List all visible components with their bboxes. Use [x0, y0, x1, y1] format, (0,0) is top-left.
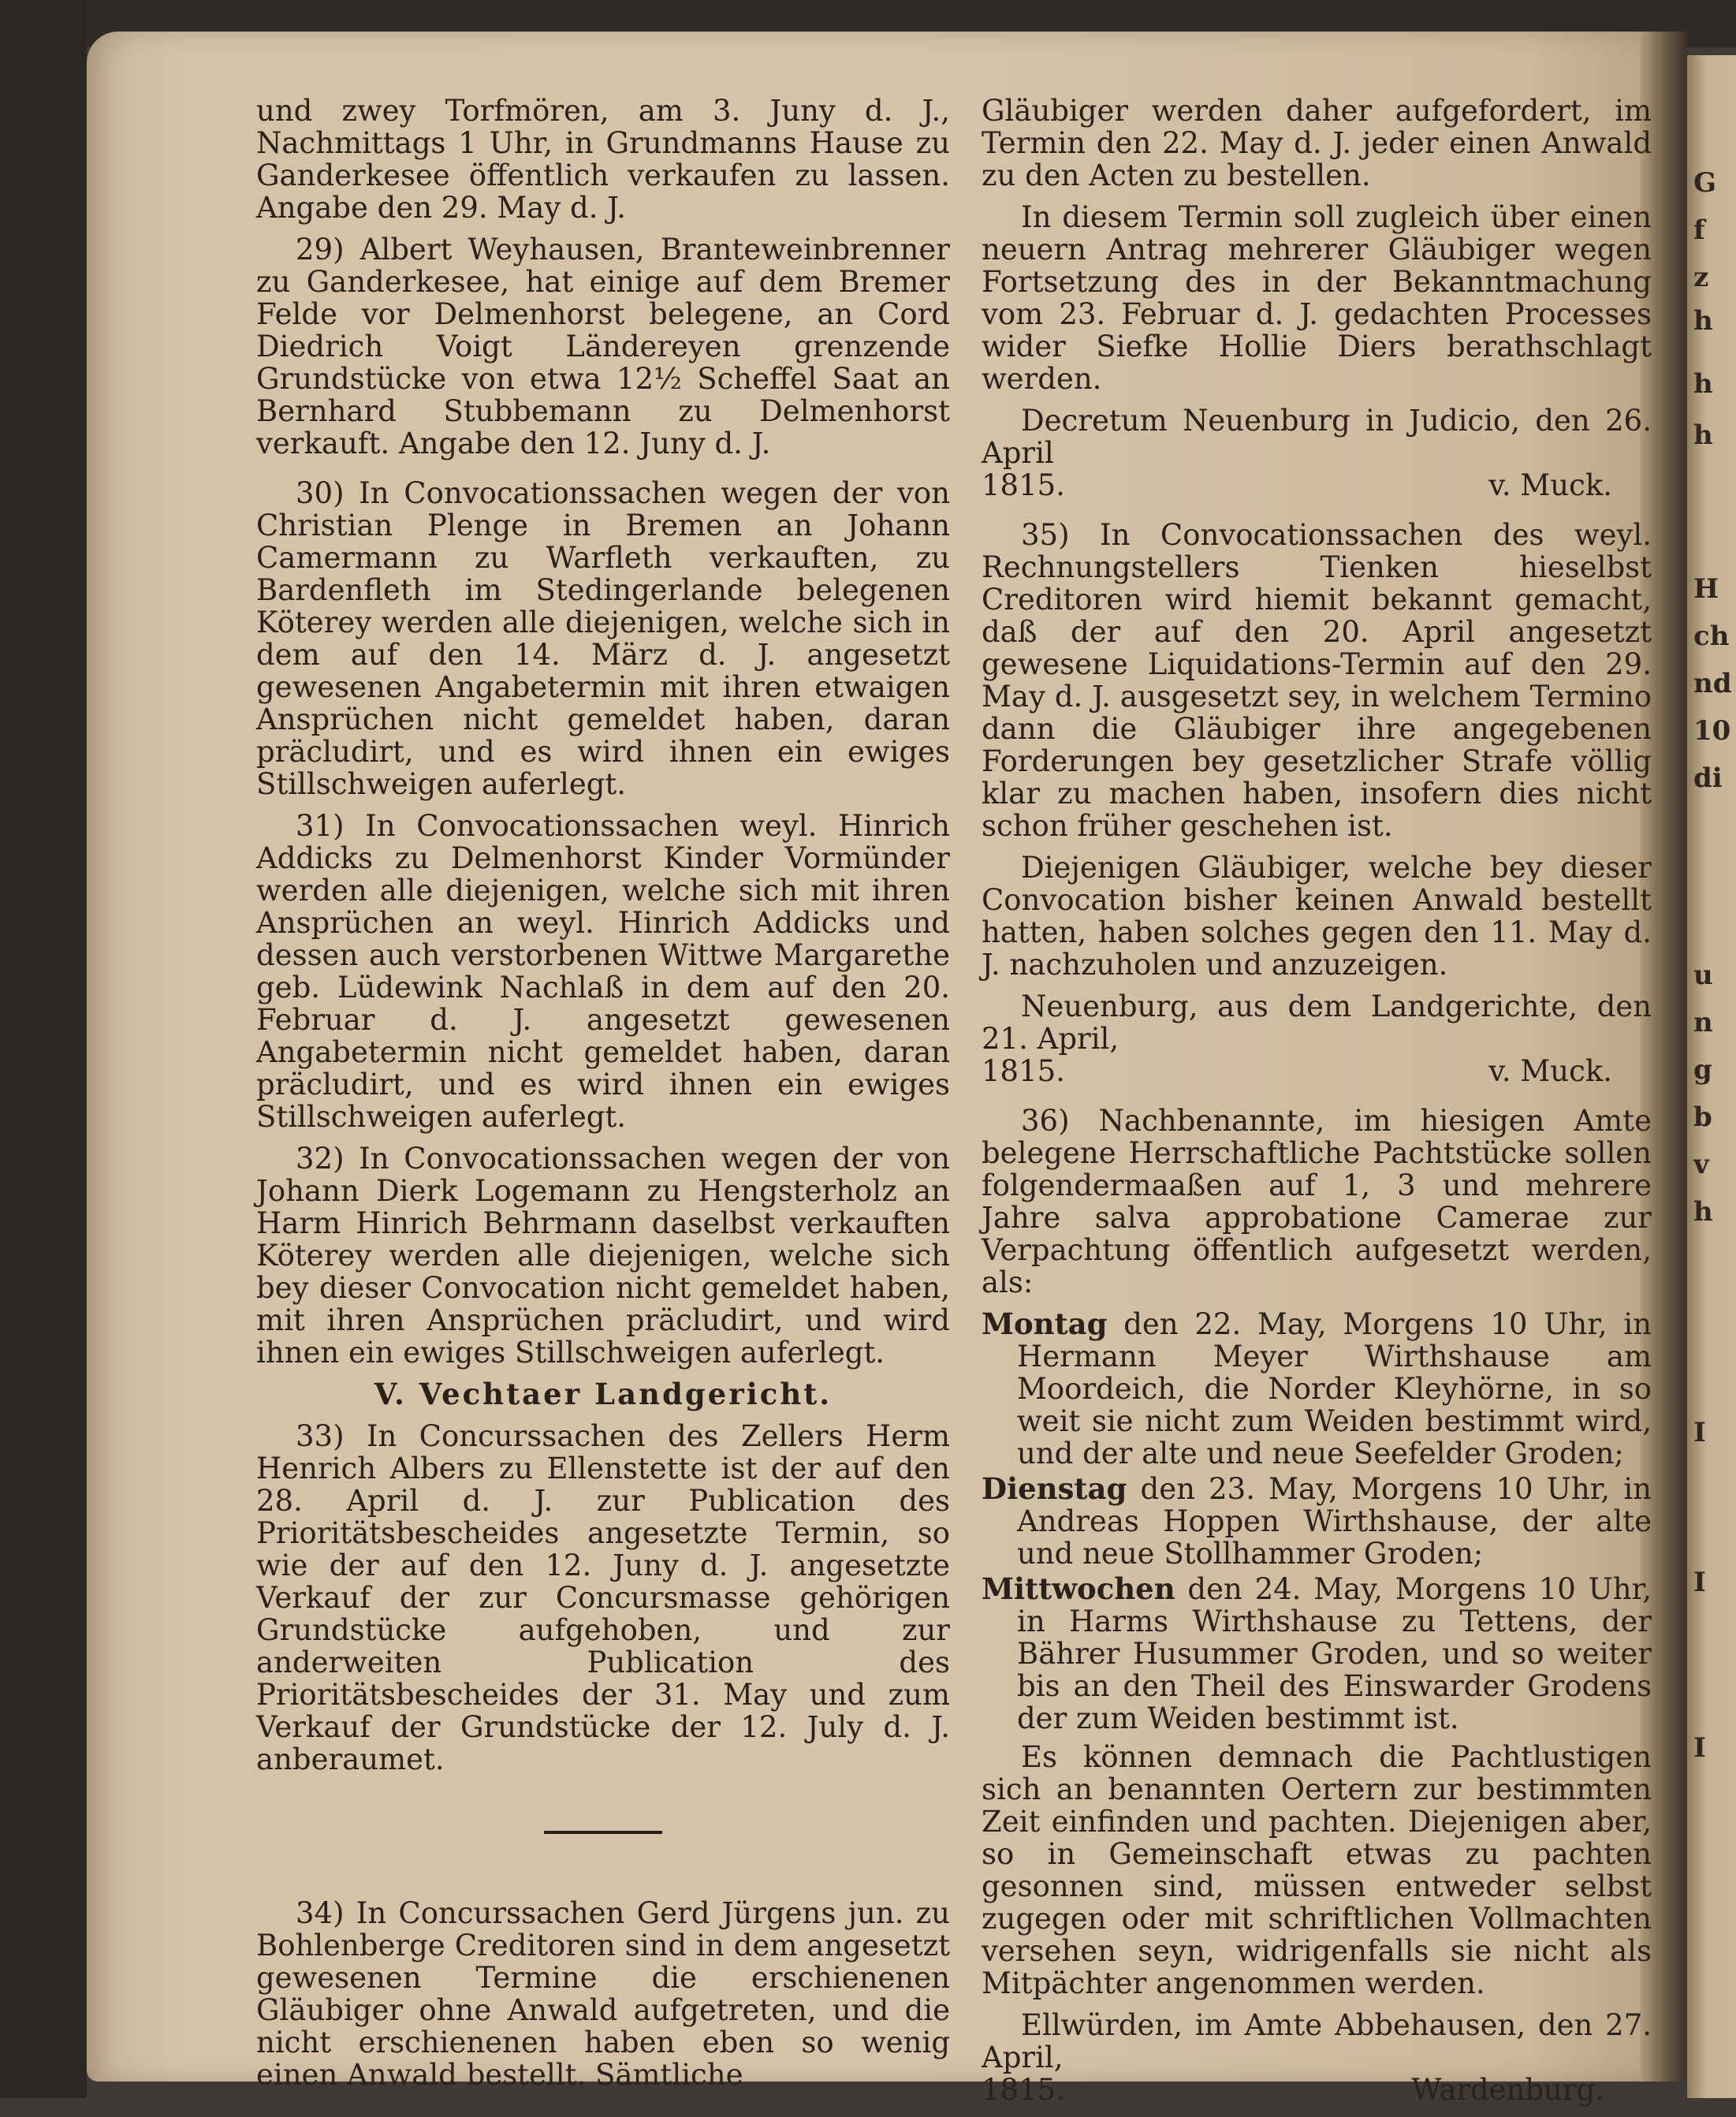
right-column: [982, 95, 1652, 2117]
notice-30: 30) In Convocationssachen wegen der von Christian Plenge in Bremen an Johann Camermann zu Warfleth verkauften, zu Bardenfleth im Stedingerlande belegenen Köterey werden alle diejenigen, welche sich in dem auf den 14. März d. J. angesetzt gewesenen Angabetermin mit ihren etwaigen Ansprüchen nicht gemeldet haben, daran präcludirt, und es wird ihnen ein ewiges Stillschweigen auferlegt.: [256, 476, 950, 801]
place-date-signature: [982, 1055, 1652, 1087]
place-signer: v. Muck.: [1488, 1054, 1612, 1088]
notice-34: 34) In Concurssachen Gerd Jürgens jun. zu Bohlenberge Creditoren sind in dem angesetzt gewesenen Termine die erschienenen Gläubiger ohne Anwald aufgetreten, und die nicht erschienenen haben eben so wenig einen Anwald bestellt. Sämtliche: [256, 1896, 950, 2092]
next-page-fragment: b: [1693, 1101, 1712, 1133]
notice-36-closing: Es können demnach die Pachtlustigen sich an benannten Oertern zur bestimmten Zeit einfinden und pachten. Diejenigen aber, so in Gemeinschaft etwas zu pachten gesonnen sind, müssen entweder selbst zugegen oder mit schriftlichen Vollmachten versehen seyn, widrigenfalls sie nicht als Mitpächter angenommen werden.: [982, 1740, 1652, 2000]
place-year: 1815.: [982, 1054, 1065, 1088]
next-page-fragment: h: [1693, 368, 1713, 400]
next-page-fragment: u: [1693, 960, 1713, 991]
notice-35-addendum: Diejenigen Gläubiger, welche bey dieser Convocation bisher keinen Anwald bestellt hatten, haben solches gegen den 11. May d. J. nachzuholen und anzuzeigen.: [982, 851, 1652, 982]
decree-signer: v. Muck.: [1488, 468, 1612, 502]
decree-line: Decretum Neuenburg in Judicio, den 26. April: [982, 404, 1652, 470]
schedule-text: den 24. May, Morgens 10 Uhr, in Harms Wirthshause zu Tettens, der Bährer Husummer Groden, und so weiter bis an den Theil des Einswarder Grodens der zum Weiden bestimmt ist.: [1017, 1572, 1652, 1735]
notice-31: 31) In Convocationssachen weyl. Hinrich Addicks zu Delmenhorst Kinder Vormünder werden alle diejenigen, welche sich mit ihren Ansprüchen an weyl. Hinrich Addicks und dessen auch verstorbenen Wittwe Margarethe geb. Lüdewink Nachlaß in dem auf den 20. Februar d. J. angesetzt gewesenen Angabetermin nicht gemeldet haben, daran präcludirt, und es wird ihnen ein ewiges Stillschweigen auferlegt.: [256, 809, 950, 1134]
next-page-fragment: 10: [1693, 715, 1731, 747]
schedule-item: [982, 1473, 1652, 1570]
notice-33: 33) In Concurssachen des Zellers Herm Henrich Albers zu Ellenstette ist der auf den 28. April d. J. zur Publication des Prioritätsbescheides angesetzte Termin, so wie der auf den 12. Juny d. J. angesetzte Verkauf der zur Concursmasse gehörigen Grundstücke aufgehoben, und zur anderweiten Publication des Prioritätsbescheides der 31. May und zum Verkauf der Grundstücke der 12. July d. J. anberaumet.: [256, 1419, 950, 1776]
next-page-fragment: h: [1693, 305, 1713, 337]
next-page-fragment: z: [1693, 262, 1709, 293]
next-page-fragment: h: [1693, 419, 1713, 451]
next-page-fragment: h: [1693, 1196, 1713, 1228]
schedule-day: Montag: [982, 1306, 1108, 1341]
decree-signature: [982, 469, 1652, 501]
next-page-edge: [1687, 55, 1736, 2098]
next-page-fragment: I: [1693, 1732, 1706, 1764]
next-page-fragment: f: [1693, 214, 1705, 246]
next-page-fragment: g: [1693, 1054, 1712, 1086]
next-page-fragment: v: [1693, 1149, 1709, 1180]
schedule-item: [982, 1308, 1652, 1470]
decree-year: 1815.: [982, 468, 1065, 502]
final-year: 1815.: [982, 2073, 1065, 2107]
schedule-text: den 23. May, Morgens 10 Uhr, in Andreas Hoppen Wirthshause, der alte und neue Stollhammer Groden;: [1017, 1472, 1652, 1571]
notice-intro-continuation: und zwey Torfmören, am 3. Juny d. J., Nachmittags 1 Uhr, in Grundmanns Hause zu Ganderkesee öffentlich verkaufen zu lassen. Angabe den 29. May d. J.: [256, 94, 950, 225]
notice-35: 35) In Convocationssachen des weyl. Rechnungstellers Tienken hieselbst Creditoren wird hiemit bekannt gemacht, daß der auf den 20. April angesetzt gewesene Liquidations-Termin auf den 29. May d. J. ausgesetzt sey, in welchem Termino dann die Gläubiger ihre angegebenen Forderungen bey gesetzlicher Strafe völlig klar zu machen haben, insofern dies nicht schon früher geschehen ist.: [982, 518, 1652, 843]
notice-34-continuation: Gläubiger werden daher aufgefordert, im Termin den 22. May d. J. jeder einen Anwald zu den Acten zu bestellen.: [982, 94, 1652, 192]
next-page-fragment: I: [1693, 1417, 1706, 1448]
final-place-line: Ellwürden, im Amte Abbehausen, den 27. April,: [982, 2008, 1652, 2074]
schedule-day: Mittwochen: [982, 1571, 1175, 1606]
final-signature: [982, 2074, 1652, 2106]
section-divider: [544, 1831, 662, 1834]
next-page-fragment: I: [1693, 1567, 1706, 1598]
schedule-text: den 22. May, Morgens 10 Uhr, in Hermann Meyer Wirthshause am Moordeich, die Norder Kleyhörne, in so weit sie nicht zum Weiden bestimmt wird, und der alte und neue Seefelder Groden;: [1017, 1307, 1652, 1470]
final-signer: Wardenburg.: [1411, 2073, 1604, 2107]
notice-34-addendum: In diesem Termin soll zugleich über einen neuern Antrag mehrerer Gläubiger wegen Fortsetzung des in der Bekanntmachung vom 23. Februar d. J. gedachten Processes wider Siefke Hollie Diers berathschlagt werden.: [982, 200, 1652, 396]
notice-32: 32) In Convocationssachen wegen der von Johann Dierk Logemann zu Hengsterholz an Harm Hinrich Behrmann daselbst verkauften Köterey werden alle diejenigen, welche sich bey dieser Convocation nicht gemeldet haben, mit ihren Ansprüchen präcludirt, und wird ihnen ein ewiges Stillschweigen auferlegt.: [256, 1142, 950, 1370]
scan-background-left: [0, 0, 87, 2098]
next-page-fragment: n: [1693, 1007, 1713, 1038]
place-date-line: Neuenburg, aus dem Landgerichte, den 21. April,: [982, 990, 1652, 1056]
notice-29: 29) Albert Weyhausen, Branteweinbrenner zu Ganderkesee, hat einige auf dem Bremer Felde vor Delmenhorst belegene, an Cord Diedrich Voigt Ländereyen grenzende Grundstücke von etwa 12½ Scheffel Saat an Bernhard Stubbemann zu Delmenhorst verkauft. Angabe den 12. Juny d. J.: [256, 233, 950, 460]
next-page-fragment: di: [1693, 762, 1723, 794]
left-column: [256, 95, 950, 2100]
next-page-fragment: nd: [1693, 668, 1732, 699]
notice-36: 36) Nachbenannte, im hiesigen Amte belegene Herrschaftliche Pachtstücke sollen folgendermaaßen auf 1, 3 und mehrere Jahre salva approbatione Camerae zur Verpachtung öffentlich aufgesetzt werden, als:: [982, 1104, 1652, 1299]
next-page-fragment: ch: [1693, 621, 1730, 652]
next-page-fragment: H: [1693, 573, 1719, 605]
section-heading: V. Vechtaer Landgericht.: [374, 1377, 833, 1411]
schedule-day: Dienstag: [982, 1471, 1127, 1506]
next-page-fragment: G: [1693, 167, 1717, 199]
schedule-item: [982, 1573, 1652, 1735]
